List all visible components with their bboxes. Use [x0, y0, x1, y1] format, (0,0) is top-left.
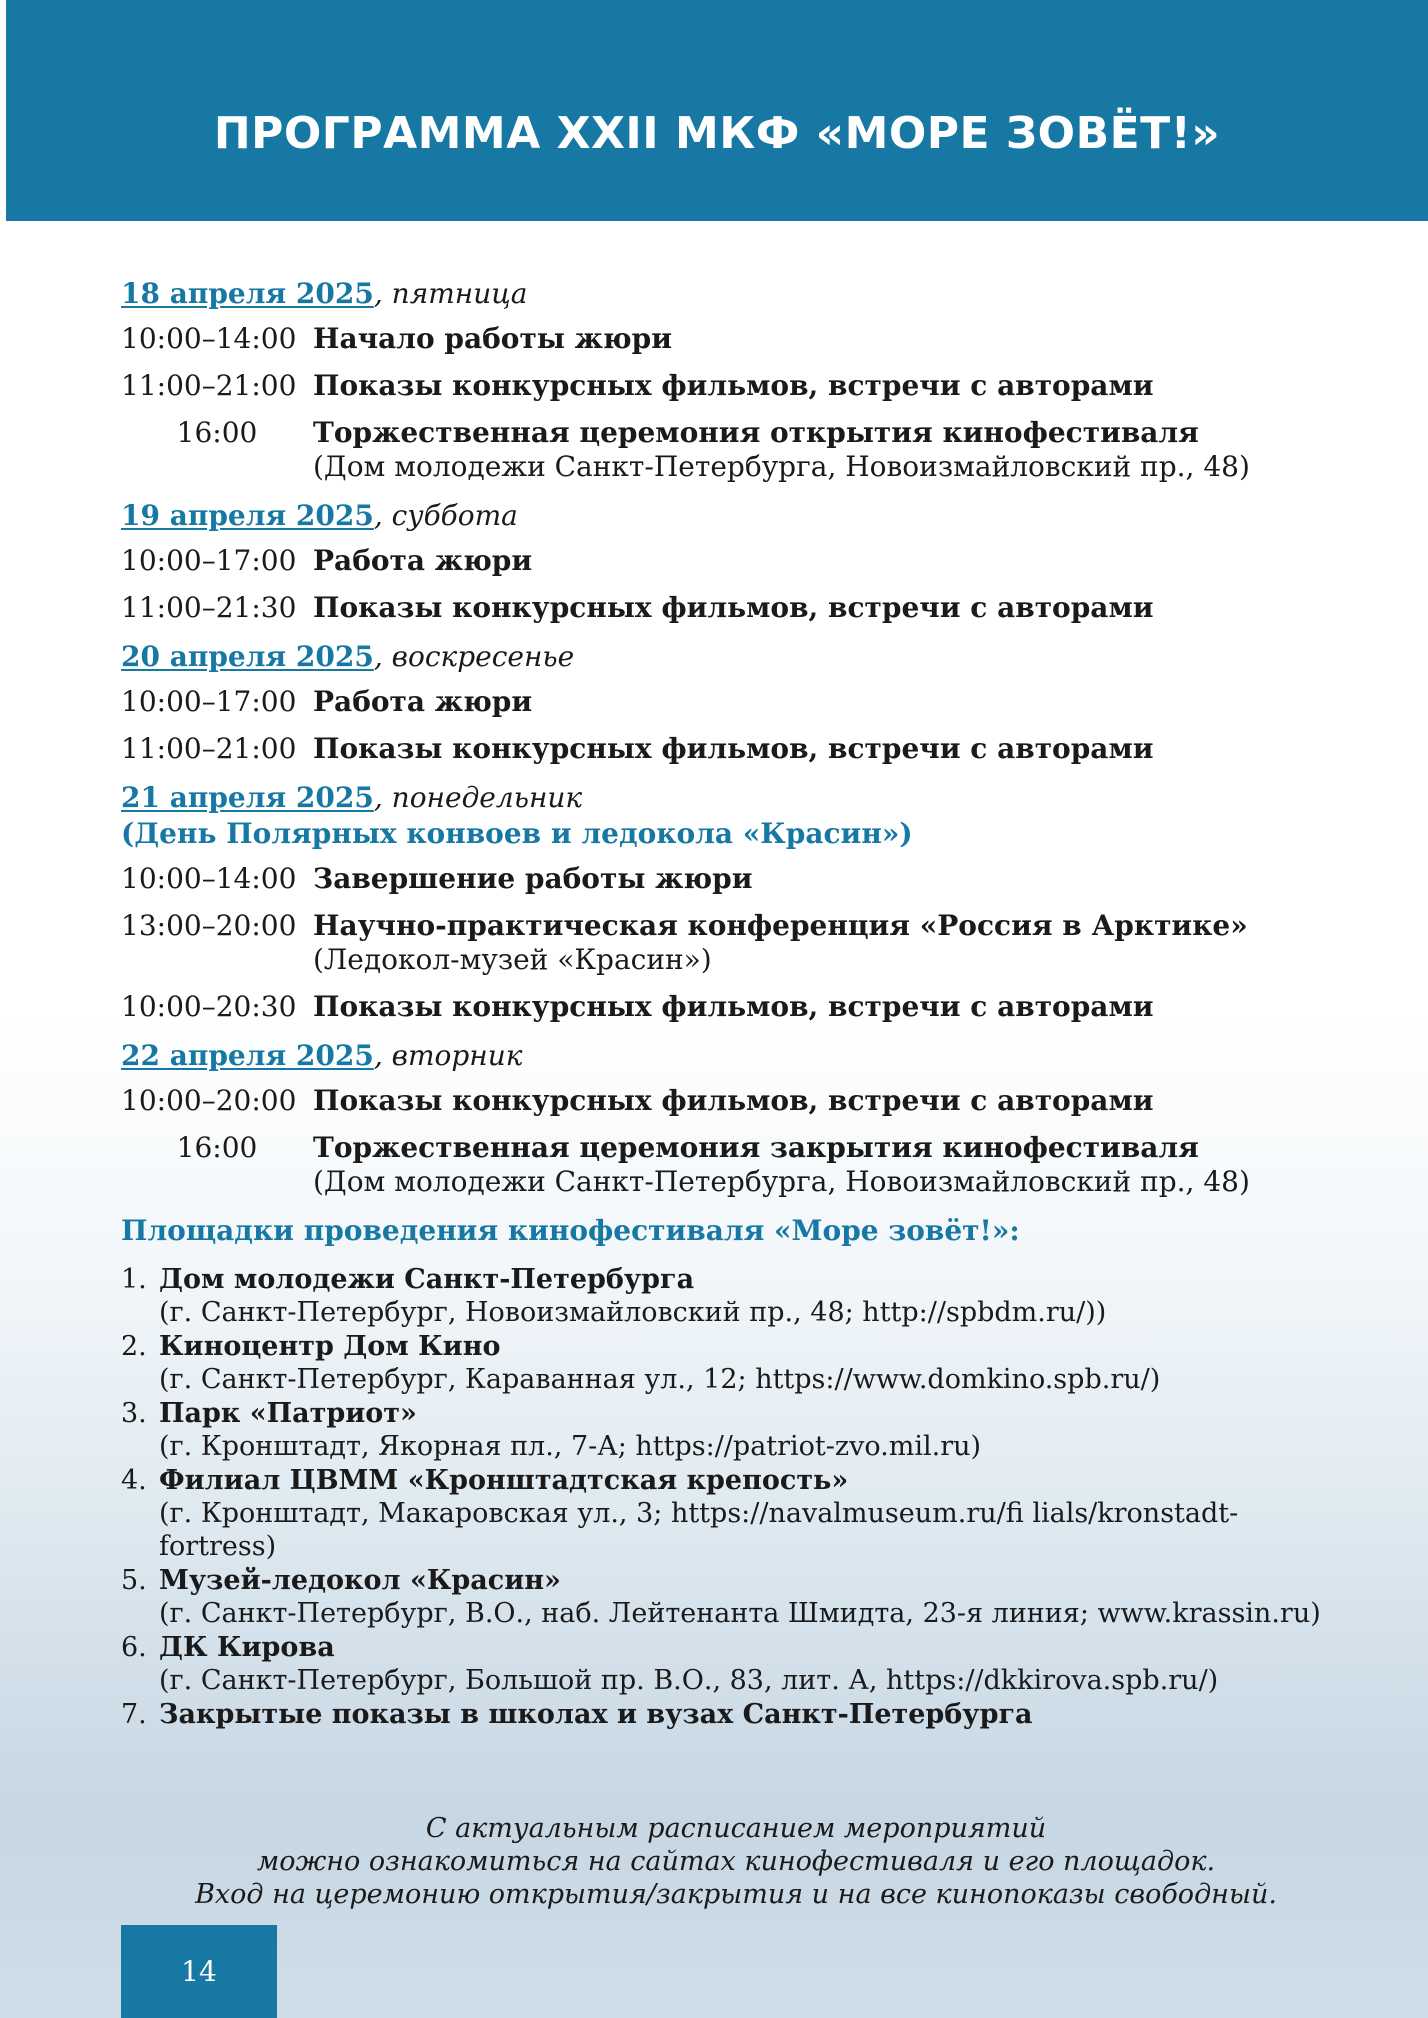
schedule-row [121, 369, 1351, 403]
day-weekday: , воскресенье [373, 640, 575, 673]
event-title: Работа жюри [313, 685, 533, 718]
event-title: Показы конкурсных фильмов, встречи с авторами [313, 591, 1154, 624]
venue-number: 1. [121, 1264, 147, 1295]
event-time: 10:00–17:00 [121, 685, 297, 718]
schedule-row [121, 1131, 1351, 1199]
venue-address: (г. Кронштадт, Макаровская ул., 3; https://navalmuseum.ru/fi lials/kronstadt-fortress) [159, 1498, 1239, 1562]
note-line: С актуальным расписанием мероприятий [425, 1813, 1047, 1844]
venue-number: 6. [121, 1632, 147, 1663]
venue-name: Дом молодежи Санкт-Петербурга [159, 1264, 695, 1295]
venue-address: (г. Кронштадт, Якорная пл., 7-А; https://patriot-zvo.mil.ru) [159, 1431, 982, 1462]
venue-name: Парк «Патриот» [159, 1398, 417, 1429]
event-time: 10:00–14:00 [121, 862, 297, 895]
day-weekday: , суббота [373, 499, 518, 532]
venue-item [121, 1263, 1351, 1329]
day-block [121, 1038, 1351, 1199]
day-block [121, 498, 1351, 625]
venue-address: (г. Санкт-Петербург, В.О., наб. Лейтенанта Шмидта, 23-я линия; www.krassin.ru) [159, 1598, 1321, 1629]
venue-name: Музей-ледокол «Красин» [159, 1565, 561, 1596]
day-date-link[interactable]: 21 апреля 2025 [121, 781, 374, 814]
note-line: Вход на церемонию открытия/закрытия и на все кинопоказы свободный. [195, 1879, 1277, 1910]
program-content [121, 276, 1351, 1732]
venue-name: ДК Кирова [159, 1632, 335, 1663]
day-date-link[interactable]: 22 апреля 2025 [121, 1039, 374, 1072]
event-time: 10:00–17:00 [121, 544, 297, 577]
event-time: 11:00–21:00 [121, 369, 297, 402]
event-title: Показы конкурсных фильмов, встречи с авторами [313, 1084, 1154, 1117]
venue-name: Закрытые показы в школах и вузах Санкт-Петербурга [159, 1699, 1033, 1730]
schedule-row [121, 1084, 1351, 1118]
event-time: 11:00–21:30 [121, 591, 297, 624]
venue-number: 5. [121, 1565, 147, 1596]
schedule-row [121, 732, 1351, 766]
header-banner [6, 0, 1428, 221]
schedule-row [121, 990, 1351, 1024]
day-block [121, 276, 1351, 484]
note-line: можно ознакомиться на сайтах кинофестиваля и его площадок. [256, 1846, 1216, 1877]
day-subtitle: (День Полярных конвоев и ледокола «Красин») [121, 817, 913, 850]
day-heading [121, 498, 1351, 534]
footer-note [121, 1812, 1351, 1911]
day-heading [121, 276, 1351, 312]
event-location: (Ледокол-музей «Красин») [313, 943, 712, 976]
venue-item [121, 1564, 1351, 1630]
schedule-row [121, 862, 1351, 896]
day-heading [121, 1038, 1351, 1074]
venue-number: 2. [121, 1331, 147, 1362]
day-heading [121, 639, 1351, 675]
event-time: 16:00 [176, 416, 258, 449]
schedule-row [121, 544, 1351, 578]
schedule-row [121, 685, 1351, 719]
venue-number: 4. [121, 1465, 147, 1496]
venue-item [121, 1330, 1351, 1396]
event-time: 13:00–20:00 [121, 909, 297, 942]
venue-item [121, 1464, 1351, 1563]
event-title: Завершение работы жюри [313, 862, 753, 895]
day-weekday: , понедельник [373, 781, 583, 814]
event-title: Показы конкурсных фильмов, встречи с авторами [313, 732, 1154, 765]
event-time: 10:00–14:00 [121, 322, 297, 355]
schedule-row [121, 591, 1351, 625]
venue-address: (г. Санкт-Петербург, Караванная ул., 12; https://www.domkino.spb.ru/) [159, 1364, 1161, 1395]
venues-heading: Площадки проведения кинофестиваля «Море зовёт!»: [121, 1214, 1020, 1247]
day-date-link[interactable]: 20 апреля 2025 [121, 640, 374, 673]
event-title: Начало работы жюри [313, 322, 672, 355]
event-title: Показы конкурсных фильмов, встречи с авторами [313, 990, 1154, 1023]
event-location: (Дом молодежи Санкт-Петербурга, Новоизмайловский пр., 48) [313, 1165, 1250, 1198]
day-weekday: , пятница [373, 277, 528, 310]
venue-number: 7. [121, 1699, 147, 1730]
venue-address: (г. Санкт-Петербург, Новоизмайловский пр., 48; http://spbdm.ru/)) [159, 1297, 1107, 1328]
venue-name: Киноцентр Дом Кино [159, 1331, 501, 1362]
event-title: Показы конкурсных фильмов, встречи с авторами [313, 369, 1154, 402]
day-date-link[interactable]: 19 апреля 2025 [121, 499, 374, 532]
schedule-row [121, 322, 1351, 356]
venue-item [121, 1631, 1351, 1697]
event-title: Торжественная церемония закрытия кинофестиваля [313, 1131, 1199, 1164]
event-time: 16:00 [176, 1131, 258, 1164]
event-time: 10:00–20:00 [121, 1084, 297, 1117]
day-date-link[interactable]: 18 апреля 2025 [121, 277, 374, 310]
schedule-row [121, 416, 1351, 484]
venue-item [121, 1397, 1351, 1463]
day-heading [121, 780, 1351, 852]
event-time: 11:00–21:00 [121, 732, 297, 765]
venue-name: Филиал ЦВММ «Кронштадтская крепость» [159, 1465, 849, 1496]
venue-item [121, 1698, 1351, 1731]
event-title: Торжественная церемония открытия кинофестиваля [313, 416, 1199, 449]
event-location: (Дом молодежи Санкт-Петербурга, Новоизмайловский пр., 48) [313, 450, 1250, 483]
day-block [121, 639, 1351, 766]
event-title: Работа жюри [313, 544, 533, 577]
event-time: 10:00–20:30 [121, 990, 297, 1023]
day-block [121, 780, 1351, 1024]
schedule-row [121, 909, 1351, 977]
page-title: ПРОГРАММА XXII МКФ «МОРЕ ЗОВЁТ!» [213, 108, 1221, 159]
day-weekday: , вторник [373, 1039, 523, 1072]
venues-list [121, 1263, 1351, 1731]
event-title: Научно-практическая конференция «Россия в Арктике» [313, 909, 1248, 942]
venue-address: (г. Санкт-Петербург, Большой пр. В.О., 83, лит. А, https://dkkirova.spb.ru/) [159, 1665, 1219, 1696]
venue-number: 3. [121, 1398, 147, 1429]
page-number: 14 [121, 1925, 277, 2018]
